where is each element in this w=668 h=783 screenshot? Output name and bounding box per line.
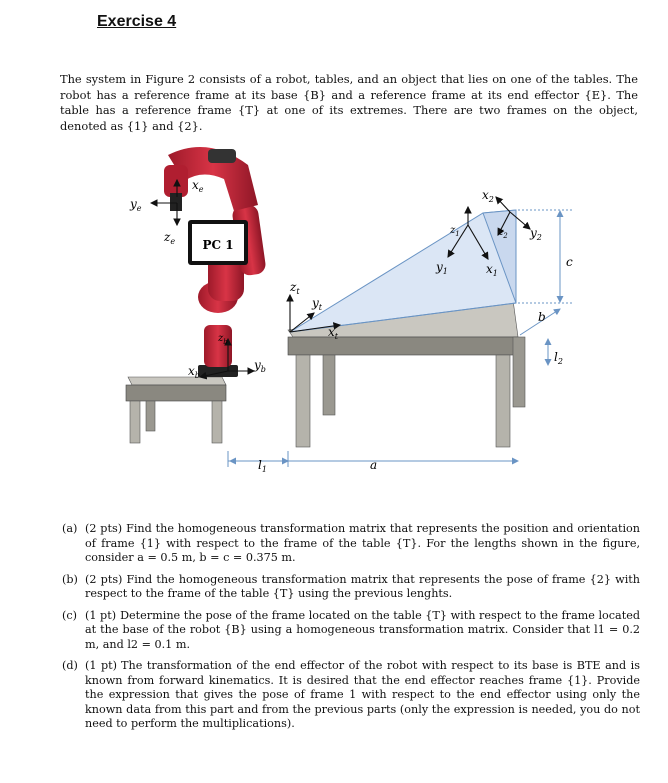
label-l2: $l_2$ [554, 350, 563, 366]
part-text: Determine the pose of the frame located on the table {T} with respect to the frame located at the base of the robot {B} using a homogeneous transformation matrix. Consider that l1 = 0.2 m, and l2 = 0.1 m. [85, 608, 640, 651]
figure-robot-system [118, 125, 588, 485]
label-xt: $x_t$ [328, 325, 338, 341]
exercise-title: Exercise 4 [97, 13, 177, 30]
label-x1: $x_1$ [486, 262, 498, 278]
label-xe: $x_e$ [192, 178, 204, 194]
robot-table [126, 377, 226, 443]
part-label: (a) [62, 522, 78, 535]
label-z2: $z_2$ [498, 227, 508, 240]
label-ze: $z_e$ [164, 230, 176, 246]
label-zb: $z_b$ [218, 333, 228, 346]
label-ye: $y_e$ [130, 197, 142, 213]
label-z1: $z_1$ [450, 225, 460, 238]
label-yb: $y_b$ [254, 358, 266, 374]
part-label: (d) [62, 659, 78, 672]
label-b: b [538, 310, 546, 324]
part-label: (b) [62, 572, 78, 586]
part-b [62, 573, 640, 602]
label-c: c [566, 255, 573, 269]
part-text: Find the homogeneous transformation matrix that represents the pose of frame {2} with respect to the frame of the table {T} using the previous lenghts. [85, 572, 640, 600]
label-xb: $x_b$ [188, 364, 200, 380]
robot-arm [164, 147, 267, 377]
label-y1: $y_1$ [436, 260, 448, 276]
part-a [62, 522, 640, 566]
label-yt: $y_t$ [312, 296, 322, 312]
pc-label: PC 1 [202, 238, 234, 252]
label-x2: $x_2$ [482, 188, 494, 204]
label-y2: $y_2$ [530, 226, 542, 242]
part-points: (2 pts) [85, 522, 123, 535]
label-zt: $z_t$ [290, 280, 300, 296]
part-text: The transformation of the end effector of the robot with respect to its base is BTE and is known from forward kinematics. It is desired that the end effector reaches frame {1}. Provide the expression that gives the pose of frame 1 with respect to the end effector using only the known data from this part and from the previous parts (only the expression is needed, you do not need to perform the multiplications). [85, 659, 640, 730]
intro-paragraph: The system in Figure 2 consists of a robot, tables, and an object that lies on one of the tables. The robot has a reference frame at its base {B} and a reference frame at its end effector {E}. The table has a reference frame {T} at one of its extremes. There are two frames on the object, denoted as {1} and {2}. [60, 72, 638, 133]
label-l1: $l_1$ [258, 458, 267, 474]
part-points: (1 pt) [85, 608, 117, 622]
part-points: (2 pts) [85, 572, 123, 586]
part-label: (c) [62, 608, 77, 622]
part-points: (1 pt) [85, 659, 118, 672]
part-c [62, 609, 640, 653]
part-text: Find the homogeneous transformation matrix that represents the position and orientation of frame {1} with respect to the frame of the table {T}. For the lengths shown in the figure, consider a = 0.5 m, b = c = 0.375 m. [85, 522, 640, 564]
part-d [62, 659, 640, 732]
question-parts [62, 522, 640, 739]
label-a: a [370, 458, 378, 472]
